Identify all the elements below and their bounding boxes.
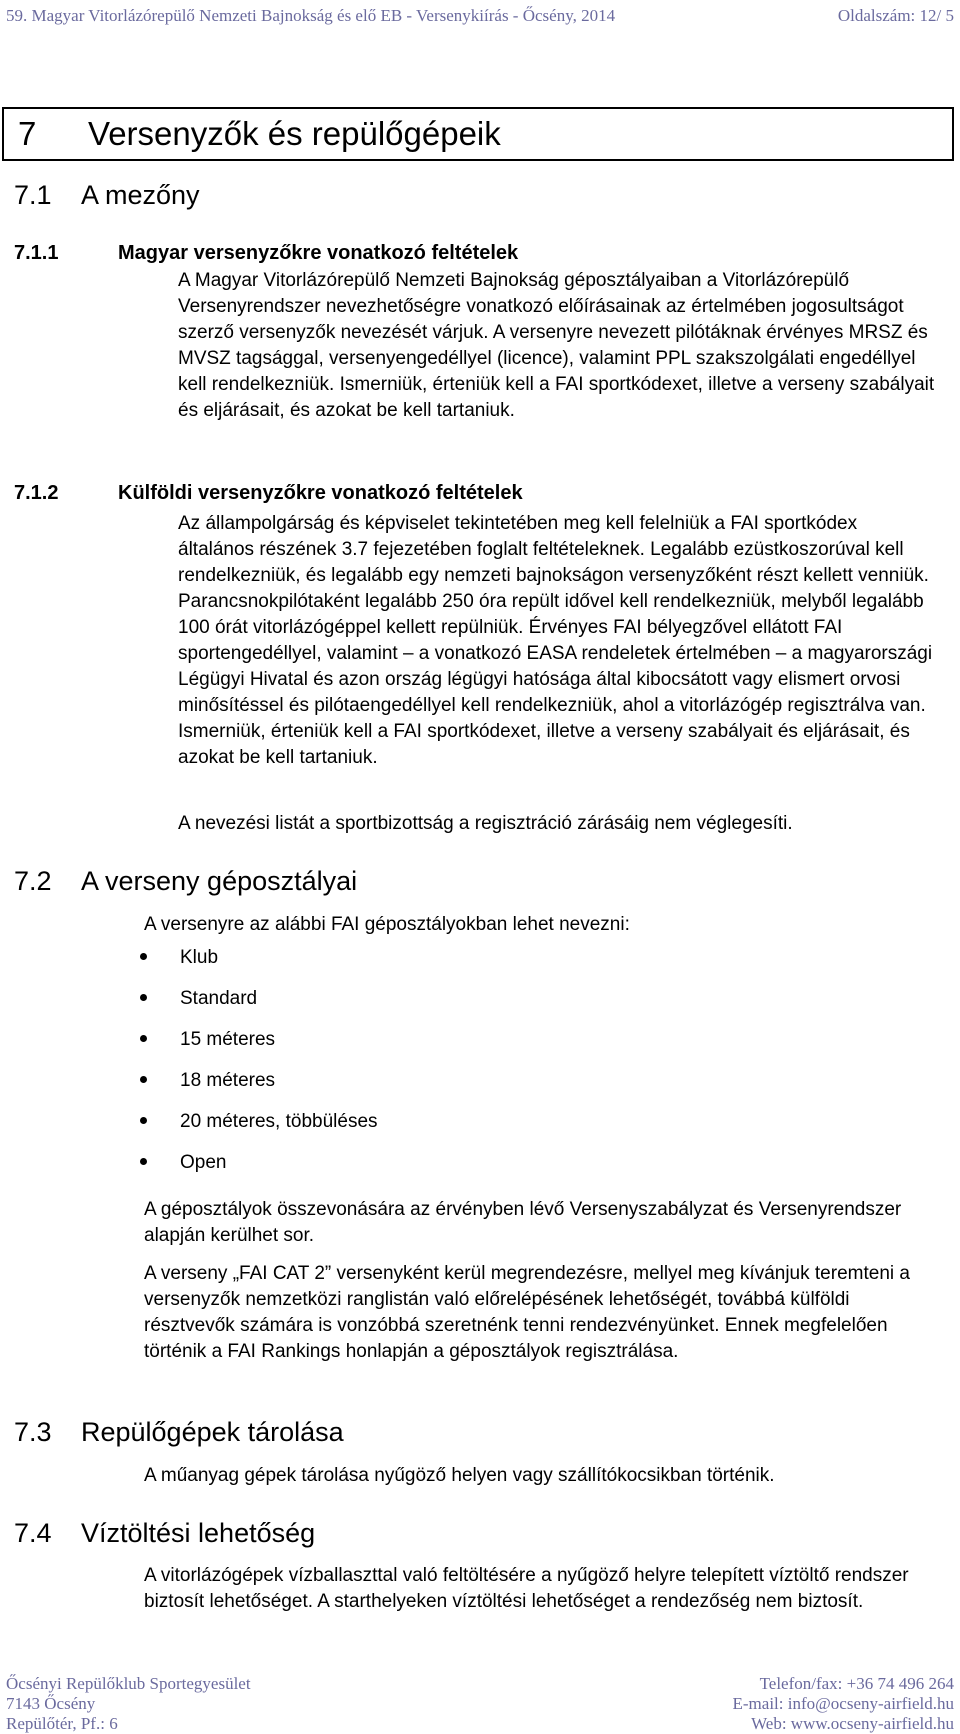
footer-web[interactable]: Web: www.ocseny-airfield.hu: [751, 1714, 954, 1733]
bullet-icon: [140, 994, 147, 1001]
footer-address: Repülőtér, Pf.: 6: [6, 1714, 118, 1733]
section-7-4-body: A vitorlázógépek vízballaszttal való feltöltésére a nyűgöző helyre telepített víztöltő rendszer biztosít lehetőséget. A starthelyeken víztöltési lehetőséget a rendezőség nem biztosít.: [144, 1565, 909, 1612]
footer-contact-block: [733, 1674, 954, 1734]
bullet-icon: [140, 1035, 147, 1042]
section-title: Víztöltési lehetőség: [81, 1518, 316, 1548]
footer-phone: Telefon/fax: +36 74 496 264: [759, 1674, 954, 1693]
chapter-number: 7: [18, 115, 37, 152]
page-number: Oldalszám: 12/ 5: [837, 6, 954, 25]
footer-city: 7143 Őcsény: [6, 1694, 96, 1713]
section-title: A verseny géposztályai: [81, 866, 358, 896]
bullet-icon: [140, 1158, 147, 1165]
section-7-3-body: A műanyag gépek tárolása nyűgöző helyen vagy szállítókocsikban történik.: [144, 1465, 775, 1486]
bullet-icon: [140, 1076, 147, 1083]
chapter-title: Versenyzők és repülőgépeik: [88, 115, 501, 152]
section-7-2-paragraph-1: A géposztályok összevonására az érvényben lévő Versenyszabályzat és Versenyrendszer alapján kerülhet sor.: [144, 1199, 902, 1246]
section-title: Repülőgépek tárolása: [81, 1417, 344, 1447]
section-7-2-paragraph-2: A verseny „FAI CAT 2” versenyként kerül megrendezésre, mellyel meg kívánjuk teremteni a versenyzők nemzetközi ranglistán való előrelépésének lehetőségét, továbbá külföldi résztvevők számára is vonzóbbá szeretnénk tenni rendezvényünket. Ennek megfelelően történik a FAI Rankings honlapján a géposztályok regisztrálása.: [144, 1263, 910, 1362]
section-title: Külföldi versenyzőkre vonatkozó feltételek: [118, 482, 523, 504]
footer-org: Őcsényi Repülőklub Sportegyesület: [6, 1674, 251, 1693]
footer-email[interactable]: E-mail: info@ocseny-airfield.hu: [732, 1694, 954, 1713]
section-title: A mezőny: [81, 180, 200, 210]
document-title: 59. Magyar Vitorlázórepülő Nemzeti Bajnokság és elő EB - Versenykiírás - Őcsény, 2014: [6, 6, 616, 25]
section-title: Magyar versenyzőkre vonatkozó feltételek: [118, 242, 519, 264]
section-number: 7.3: [14, 1417, 52, 1447]
section-7-2-intro: A versenyre az alábbi FAI géposztályokban lehet nevezni:: [144, 914, 630, 935]
section-number: 7.1.2: [14, 482, 59, 504]
page-header: [0, 0, 960, 36]
section-7-1-2-body: Az állampolgárság és képviselet tekintetében meg kell felelniük a FAI sportkódex általános részének 3.7 fejezetében foglalt feltételeknek. Legalább ezüstkoszorúval kell rendelkezniük, és legalább egy nemzeti bajnokságon versenyzőként részt kellett venniük. Parancsnokpilótaként legalább 250 óra repült idővel kell rendelkezniük, melyből legalább 100 órát vitorlázógéppel kellett repülniük. Érvényes FAI bélyegzővel ellátott FAI sportengedéllyel, valamint – a vonatkozó EASA rendeletek értelmében – a magyarországi Légügyi Hivatal és azon ország légügyi hatósága által kibocsátott vagy elismert orvosi minősítéssel és pilótaengedéllyel kell rendelkezniük, ahol a vitorlázógép regisztrálva van. Ismerniük, érteniük kell a FAI sportkódexet, illetve a verseny szabályait és eljárásait, és azokat be kell tartaniuk.: [178, 513, 933, 768]
bullet-icon: [140, 1117, 147, 1124]
page-footer: [0, 1674, 960, 1734]
section-number: 7.1: [14, 180, 52, 210]
section-number: 7.4: [14, 1518, 52, 1548]
chapter-heading: [2, 107, 954, 161]
section-number: 7.2: [14, 866, 52, 896]
section-7-1-2-note: A nevezési listát a sportbizottság a regisztráció zárásáig nem véglegesíti.: [178, 813, 793, 834]
section-number: 7.1.1: [14, 242, 59, 264]
bullet-icon: [140, 953, 147, 960]
section-7-1-1-body: A Magyar Vitorlázórepülő Nemzeti Bajnokság géposztályaiban a Vitorlázórepülő Versenyrendszer nevezhetőségre vonatkozó előírásainak az értelmében jogosultságot szerző versenyzők nevezését várjuk. A versenyre nevezett pilótáknak érvényes MRSZ és MVSZ tagsággal, versenyengedéllyel (licence), valamint PPL szakszolgálati engedéllyel kell rendelkezniük. Ismerniük, érteniük kell a FAI sportkódexet, illetve a verseny szabályait és eljárásait, és azokat be kell tartaniuk.: [178, 270, 935, 421]
footer-address-block: [6, 1674, 251, 1734]
